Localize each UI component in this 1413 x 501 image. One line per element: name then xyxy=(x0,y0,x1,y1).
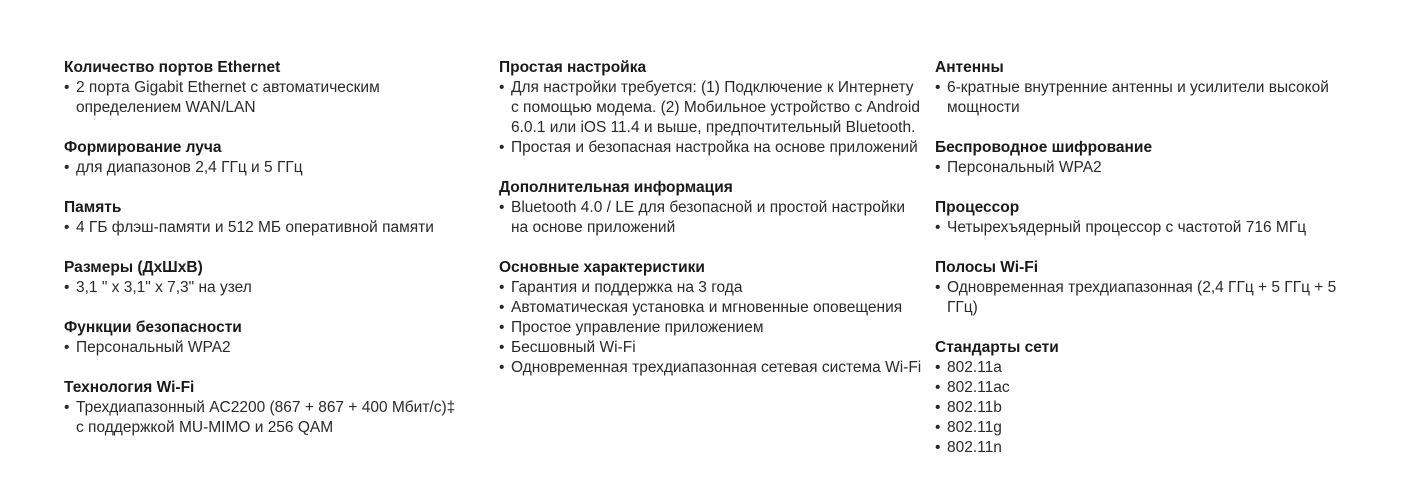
spec-wifi-technology xyxy=(64,378,464,438)
spec-title: Функции безопасности xyxy=(64,319,242,336)
spec-item: • 802.11g xyxy=(935,418,1365,438)
spec-item: • Персональный WPA2 xyxy=(935,158,1365,178)
spec-item: • 2 порта Gigabit Ethernet с автоматическим определением WAN/LAN xyxy=(64,78,464,118)
spec-list xyxy=(935,78,1365,118)
spec-list xyxy=(935,218,1365,238)
spec-item: • Одновременная трехдиапазонная сетевая система Wi-Fi xyxy=(499,358,924,378)
spec-wireless-encryption xyxy=(935,138,1365,178)
spec-key-features xyxy=(499,258,924,378)
spec-item: • Одновременная трехдиапазонная (2,4 ГГц + 5 ГГц + 5 ГГц) xyxy=(935,278,1365,318)
spec-title: Простая настройка xyxy=(499,59,647,76)
spec-list xyxy=(64,278,464,298)
spec-item: • 802.11a xyxy=(935,358,1365,378)
specs-column-3 xyxy=(935,58,1365,478)
spec-title: Процессор xyxy=(935,199,1020,216)
spec-list xyxy=(499,198,924,238)
spec-item: • Бесшовный Wi-Fi xyxy=(499,338,924,358)
spec-item: • Простое управление приложением xyxy=(499,318,924,338)
spec-item: • Трехдиапазонный AC2200 (867 + 867 + 400 Мбит/с)‡ с поддержкой MU-MIMO и 256 QAM xyxy=(64,398,464,438)
spec-list xyxy=(64,158,464,178)
spec-beamforming xyxy=(64,138,464,178)
spec-item: • 4 ГБ флэш-памяти и 512 МБ оперативной памяти xyxy=(64,218,464,238)
spec-item: • 802.11n xyxy=(935,438,1365,458)
spec-list xyxy=(64,398,464,438)
spec-item: • 802.11b xyxy=(935,398,1365,418)
spec-item: • 6-кратные внутренние антенны и усилители высокой мощности xyxy=(935,78,1365,118)
spec-list xyxy=(64,218,464,238)
spec-title: Размеры (ДхШхВ) xyxy=(64,259,203,276)
specs-column-2 xyxy=(499,58,924,398)
spec-item: • Для настройки требуется: (1) Подключение к Интернету с помощью модема. (2) Мобильное устройство с Android 6.0.1 или iOS 11.4 и выше, предпочтительный Bluetooth. xyxy=(499,78,924,138)
spec-item: • для диапазонов 2,4 ГГц и 5 ГГц xyxy=(64,158,464,178)
spec-wifi-bands xyxy=(935,258,1365,318)
spec-item: • Автоматическая установка и мгновенные оповещения xyxy=(499,298,924,318)
spec-item: • Персональный WPA2 xyxy=(64,338,464,358)
spec-list xyxy=(64,338,464,358)
spec-list xyxy=(499,78,924,158)
spec-title: Основные характеристики xyxy=(499,259,705,276)
spec-list xyxy=(935,358,1365,458)
spec-title: Память xyxy=(64,199,122,216)
spec-ethernet-ports xyxy=(64,58,464,118)
spec-title: Полосы Wi-Fi xyxy=(935,259,1039,276)
specs-column-1 xyxy=(64,58,464,458)
spec-security-features xyxy=(64,318,464,358)
spec-title: Технология Wi-Fi xyxy=(64,379,195,396)
spec-item: • Простая и безопасная настройка на основе приложений xyxy=(499,138,924,158)
spec-list xyxy=(935,158,1365,178)
spec-easy-setup xyxy=(499,58,924,158)
spec-additional-info xyxy=(499,178,924,238)
spec-item: • Bluetooth 4.0 / LE для безопасной и простой настройки на основе приложений xyxy=(499,198,924,238)
spec-list xyxy=(499,278,924,378)
spec-antennas xyxy=(935,58,1365,118)
spec-dimensions xyxy=(64,258,464,298)
spec-item: • 3,1 " x 3,1" x 7,3" на узел xyxy=(64,278,464,298)
spec-processor xyxy=(935,198,1365,238)
spec-list xyxy=(935,278,1365,318)
spec-item: • 802.11ac xyxy=(935,378,1365,398)
spec-title: Антенны xyxy=(935,59,1004,76)
spec-item: • Четырехъядерный процессор с частотой 716 МГц xyxy=(935,218,1365,238)
spec-title: Формирование луча xyxy=(64,139,222,156)
spec-title: Количество портов Ethernet xyxy=(64,59,281,76)
spec-list xyxy=(64,78,464,118)
spec-network-standards xyxy=(935,338,1365,458)
spec-title: Беспроводное шифрование xyxy=(935,139,1153,156)
spec-title: Дополнительная информация xyxy=(499,179,733,196)
spec-memory xyxy=(64,198,464,238)
spec-item: • Гарантия и поддержка на 3 года xyxy=(499,278,924,298)
spec-title: Стандарты сети xyxy=(935,339,1059,356)
